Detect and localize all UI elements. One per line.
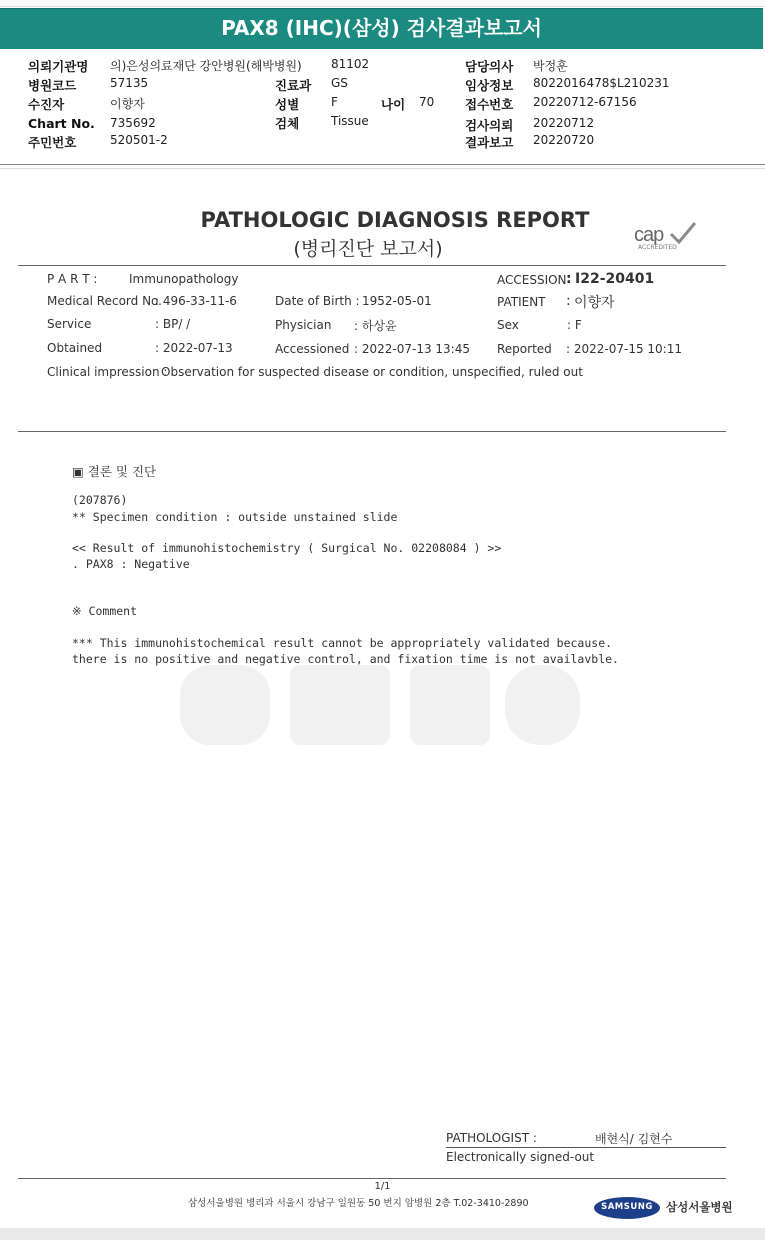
- signed-out-text: Electronically signed-out: [446, 1150, 595, 1164]
- diagnosis-line-3: << Result of immunohistochemistry ( Surgical No. 02208084 ) >>: [72, 541, 502, 555]
- clinical-info-label: 임상정보: [465, 78, 514, 93]
- institution-value: 의)은성의료재단 강안병원(해박병원): [110, 59, 302, 73]
- sex-label: 성별: [275, 97, 300, 112]
- dept-label: 진료과: [275, 78, 312, 93]
- doctor-value: 박정훈: [533, 59, 568, 73]
- diagnosis-heading: ▣ 결론 및 진단: [72, 464, 157, 479]
- dept-value: GS: [331, 76, 348, 90]
- report-bottom-rule: [18, 431, 726, 432]
- receipt-value: 20220712-67156: [533, 95, 637, 109]
- hospital-code-label: 병원코드: [28, 78, 77, 93]
- reported-value: : 2022-07-15 10:11: [566, 342, 682, 356]
- top-strip: [0, 0, 765, 7]
- hospital-name: 삼성서울병원: [666, 1200, 733, 1214]
- check-icon: [668, 220, 698, 246]
- sex-value: F: [331, 95, 338, 109]
- header-divider-shadow: [0, 168, 765, 169]
- comment-line-1: *** This immunohistochemical result cannot be appropriately validated because.: [72, 636, 613, 650]
- pathologist-value: 배현식/ 김현수: [595, 1132, 673, 1146]
- obtained-value: : 2022-07-13: [155, 341, 233, 355]
- accession-colon: :: [566, 271, 572, 287]
- dob-value: 1952-05-01: [362, 294, 432, 308]
- report-top-rule: [18, 265, 726, 266]
- chart-value: 735692: [110, 116, 156, 130]
- age-value: 70: [419, 95, 435, 109]
- part-value: Immunopathology: [129, 272, 239, 286]
- patient-label: 수진자: [28, 97, 65, 112]
- specimen-label: 검체: [275, 116, 300, 131]
- diagnosis-line-2: ** Specimen condition : outside unstained slide: [72, 510, 398, 524]
- page-title: PAX8 (IHC)(삼성) 검사결과보고서: [221, 16, 542, 40]
- patient-value-en: 이향자: [574, 295, 615, 311]
- bottom-strip: [0, 1228, 765, 1240]
- mrn-value: : 496-33-11-6: [155, 294, 237, 308]
- result-label: 결과보고: [465, 135, 514, 150]
- accessioned-label: Accessioned: [275, 342, 350, 356]
- sex-label-en: Sex: [497, 318, 519, 332]
- result-value: 20220720: [533, 133, 595, 147]
- footer-address: 삼성서울병원 병리과 서울시 강남구 일원동 50 번지 암병원 2층 T.02-3410-2890: [188, 1198, 529, 1209]
- accession-label: ACCESSION: [497, 273, 567, 287]
- page-number: 1/1: [374, 1181, 391, 1192]
- patient-label-en: PATIENT: [497, 295, 546, 309]
- physician-label: Physician: [275, 318, 332, 332]
- institution-code: 81102: [331, 57, 370, 71]
- cap-logo: [632, 222, 702, 256]
- receipt-label: 접수번호: [465, 97, 514, 112]
- clinical-info-value: 8022016478$L210231: [533, 76, 670, 90]
- report-title: PATHOLOGIC DIAGNOSIS REPORT: [200, 208, 590, 232]
- cap-accredited: ACCREDITED: [638, 244, 677, 251]
- accessioned-value: : 2022-07-13 13:45: [354, 342, 470, 356]
- institution-label: 의뢰기관명: [28, 59, 89, 74]
- comment-line-2: there is no positive and negative control, and fixation time is not availavble.: [72, 652, 619, 666]
- obtained-label: Obtained: [47, 341, 103, 355]
- service-label: Service: [47, 317, 92, 331]
- dob-label: Date of Birth :: [275, 294, 360, 308]
- report-subtitle: (병리진단 보고서): [293, 238, 443, 260]
- request-value: 20220712: [533, 116, 595, 130]
- clinical-impression-value: Observation for suspected disease or condition, unspecified, ruled out: [161, 365, 583, 379]
- samsung-logo: [594, 1197, 660, 1219]
- request-label: 검사의뢰: [465, 118, 514, 133]
- sex-value-en: : F: [567, 318, 582, 332]
- cap-logo-text: cap: [634, 224, 664, 246]
- service-value: : BP/ /: [155, 317, 191, 331]
- samsung-logo-text: SAMSUNG: [601, 1202, 653, 1212]
- diagnosis-line-4: . PAX8 : Negative: [72, 557, 190, 571]
- mrn-label: Medical Record No.: [47, 294, 162, 308]
- comment-heading: ※ Comment: [72, 604, 138, 618]
- resid-value: 520501-2: [110, 133, 168, 147]
- doctor-label: 담당의사: [465, 59, 514, 74]
- resid-label: 주민번호: [28, 135, 77, 150]
- chart-label: Chart No.: [28, 116, 95, 131]
- age-label: 나이: [381, 97, 406, 112]
- footer-rule: [18, 1178, 726, 1179]
- hospital-code-value: 57135: [110, 76, 149, 90]
- part-label: P A R T :: [47, 272, 98, 286]
- physician-value: : 하상윤: [354, 319, 397, 333]
- header-divider: [0, 164, 765, 165]
- reported-label: Reported: [497, 342, 552, 356]
- diagnosis-line-1: (207876): [72, 493, 128, 507]
- patient-value: 이향자: [110, 97, 145, 111]
- signoff-rule: [446, 1147, 726, 1148]
- patient-colon: :: [566, 293, 571, 309]
- clinical-impression-label: Clinical impression :: [47, 365, 168, 379]
- accession-value: I22-20401: [575, 271, 655, 287]
- specimen-value: Tissue: [331, 114, 369, 128]
- pathologist-label: PATHOLOGIST :: [446, 1131, 537, 1145]
